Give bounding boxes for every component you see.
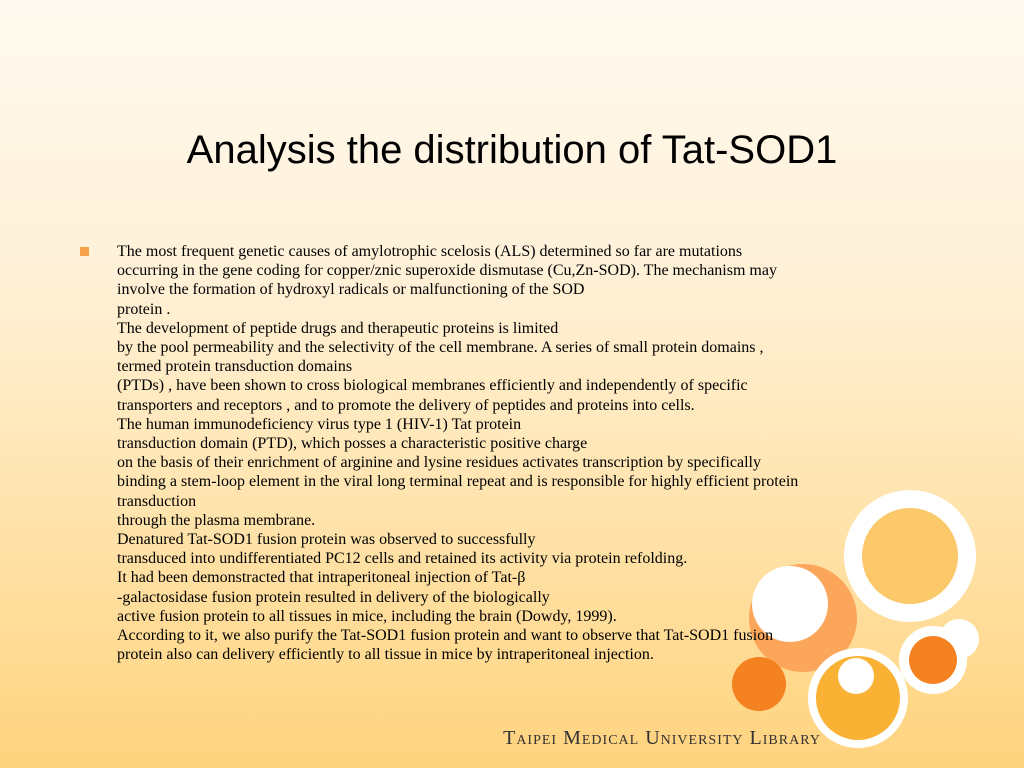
body-line: binding a stem-loop element in the viral long terminal repeat and is responsible for highly efficient protein bbox=[117, 473, 799, 491]
circle-small-orange bbox=[732, 657, 786, 711]
body-text bbox=[117, 242, 977, 664]
body-line: Denatured Tat-SOD1 fusion protein was observed to successfully bbox=[117, 531, 536, 549]
body-line: active fusion protein to all tissues in mice, including the brain (Dowdy, 1999). bbox=[117, 607, 617, 625]
body-line: protein . bbox=[117, 300, 171, 318]
body-line: on the basis of their enrichment of arginine and lysine residues activates transcription by specifically bbox=[117, 454, 761, 472]
body-line: by the pool permeability and the selectivity of the cell membrane. A series of small protein domains , bbox=[117, 339, 764, 357]
body-line: The human immunodeficiency virus type 1 (HIV-1) Tat protein bbox=[117, 415, 522, 433]
body-line: termed protein transduction domains bbox=[117, 358, 353, 376]
body-line: protein also can delivery efficiently to all tissue in mice by intraperitoneal injection. bbox=[117, 646, 654, 664]
body-line: transporters and receptors , and to promote the delivery of peptides and proteins into cells. bbox=[117, 396, 695, 414]
body-line: -galactosidase fusion protein resulted in delivery of the biologically bbox=[117, 588, 550, 606]
body-line: The development of peptide drugs and therapeutic proteins is limited bbox=[117, 319, 559, 337]
body-line: The most frequent genetic causes of amylotrophic scelosis (ALS) determined so far are mutations bbox=[117, 243, 743, 260]
body-line: through the plasma membrane. bbox=[117, 511, 316, 529]
slide-title: Analysis the distribution of Tat-SOD1 bbox=[186, 128, 838, 172]
body-line: involve the formation of hydroxyl radicals or malfunctioning of the SOD bbox=[117, 281, 585, 299]
body-line: According to it, we also purify the Tat-SOD1 fusion protein and want to observe that Tat-SOD1 fusion bbox=[117, 627, 774, 645]
body-line: transduced into undifferentiated PC12 cells and retained its activity via protein refolding. bbox=[117, 550, 688, 568]
body-line: transduction bbox=[117, 492, 197, 510]
body-line: (PTDs) , have been shown to cross biological membranes efficiently and independently of specific bbox=[117, 377, 748, 395]
body-line: occurring in the gene coding for copper/znic superoxide dismutase (Cu,Zn-SOD). The mechanism may bbox=[117, 262, 777, 280]
body-line: transduction domain (PTD), which posses a characteristic positive charge bbox=[117, 435, 588, 453]
body-line: It had been demonstracted that intraperitoneal injection of Tat-β bbox=[117, 569, 526, 587]
footer-text: Taipei Medical University Library bbox=[503, 727, 821, 749]
